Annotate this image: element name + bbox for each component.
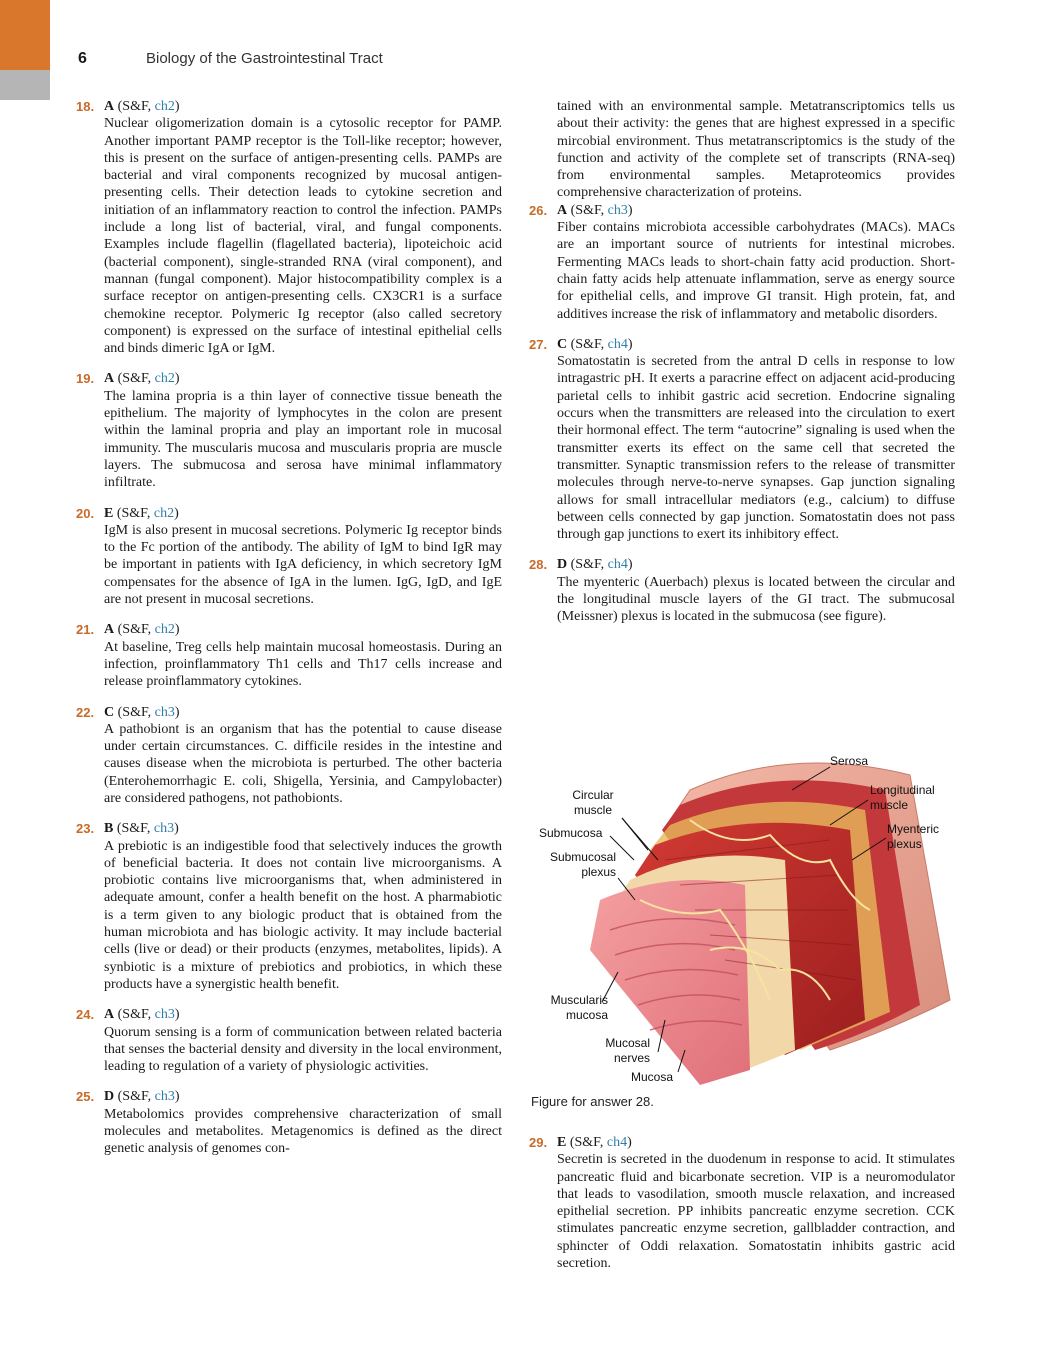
- ref-suffix: ): [174, 1007, 180, 1023]
- chapter-link[interactable]: ch2: [154, 99, 175, 114]
- ref-suffix: ): [174, 704, 180, 720]
- answer-letter: B: [104, 821, 114, 837]
- ref-prefix: (S&F,: [567, 557, 608, 573]
- answer-item-27: [529, 336, 955, 544]
- chapter-link[interactable]: ch4: [607, 557, 628, 573]
- answer-letter: A: [104, 622, 115, 638]
- item-number: 27.: [529, 336, 548, 352]
- ref-suffix: ): [174, 371, 180, 387]
- answer-text: The myenteric (Auerbach) plexus is located between the circular and the longitudinal muscle layers of the GI tract. The submucosal (Meissner) plexus is located in the submucosa (see figure).: [557, 574, 955, 625]
- label-muscularis-mucosa: Muscularis mucosa: [550, 993, 608, 1022]
- answer-item-20: [76, 505, 502, 609]
- chapter-link[interactable]: ch3: [154, 704, 175, 720]
- label-myenteric-plexus: Myenteric plexus: [887, 822, 940, 851]
- item-number: 20.: [76, 505, 95, 521]
- answer-letter: E: [104, 505, 114, 521]
- answer-text: Somatostatin is secreted from the antral D cells in response to low intragastric pH. It exerts a paracrine effect on adjacent acid-producing parietal cells to inhibit gastric acid secretion. Endocrine signaling occurs when the transmitters are released into the circulation to exert their hormonal effect. The term “autocrine” signaling is used when the transmitter exerts its effect on the same cell that secreted the transmitter. Synaptic transmission refers to the release of transmitter molecules through nerve-to-nerve synapses. Gap junction signaling allows for small intracellular mediators (e.g., calcium) to diffuse between cells connected by gap junction. Somatostatin does not pass through gap junctions to exert its inhibitory effect.: [557, 354, 955, 543]
- answer-text: At baseline, Treg cells help maintain mucosal homeostasis. During an infection, proinflammatory Th1 cells and Th17 cells increase and release proinflammatory cytokines.: [104, 639, 502, 690]
- ref-suffix: ): [174, 1089, 180, 1105]
- chapter-link[interactable]: ch4: [607, 336, 628, 352]
- item-number: 26.: [529, 202, 548, 218]
- ref-suffix: ): [174, 821, 179, 837]
- item-number: 19.: [76, 371, 95, 387]
- item-number: 25.: [76, 1089, 95, 1105]
- answer-item-25: [76, 1088, 502, 1157]
- figure-caption: Figure for answer 28.: [531, 1094, 654, 1109]
- chapter-tab-gray: [0, 70, 50, 100]
- answer-letter: D: [104, 1089, 115, 1105]
- ref-suffix: ): [174, 99, 180, 114]
- label-longitudinal-muscle: Longitudinal muscle: [870, 783, 935, 812]
- ref-prefix: (S&F,: [114, 622, 155, 638]
- chapter-link[interactable]: ch2: [154, 622, 175, 638]
- page-number: 6: [78, 50, 87, 67]
- label-mucosa: Mucosa: [631, 1070, 674, 1084]
- answer-letter: A: [104, 371, 115, 387]
- ref-prefix: (S&F,: [114, 1007, 155, 1023]
- chapter-link[interactable]: ch2: [154, 371, 175, 387]
- chapter-link[interactable]: ch3: [154, 1007, 175, 1023]
- chapter-link[interactable]: ch2: [153, 505, 175, 521]
- answer-item-29: [529, 1134, 955, 1272]
- label-submucosal-plexus: Submucosal plexus: [549, 850, 616, 879]
- answer-item-18: [76, 98, 502, 357]
- answer-item-21: [76, 621, 502, 690]
- answer-text: Nuclear oligomerization domain is a cytosolic receptor for PAMP. Another important PAMP receptor is the Toll-like receptor; however, this is present on the surface of antigen-presenting cells. PAMPs are bacterial and viral components recognized by mucosal antigen-presenting cells. Their detection leads to cytokine secretion and initiation of an inflammatory reaction to control the infection. PAMPs include a long list of bacterial, viral, and fungal components. Examples include flagellin (flagellated bacteria), lipoteichoic acid (bacterial component), single-stranded RNA (viral component), and mannan (fungal component). Major histocompatibility complex is a surface receptor on antigen-presenting cells. CX3CR1 is a surface chemokine receptor. Polymeric Ig receptor (also called secretory component) is expressed on the surface of intestinal epithelial cells and binds dimeric IgA or IgM.: [104, 116, 502, 357]
- ref-prefix: (S&F,: [566, 1135, 607, 1150]
- label-submucosa: Submucosa: [539, 826, 603, 840]
- item-number: 22.: [76, 704, 95, 720]
- answer-text: A prebiotic is an indigestible food that selectively induces the growth of beneficial bacteria. It does not contain live microorganisms. A probiotic contains live microorganisms that, when administered in adequate amount, confer a health benefit on the host. A pharmabiotic is a term given to any biologic product that is obtained from the human microbiota and has biologic activity. It may include bacterial cells (live or dead) or their products (enzymes, metabolites, lipids). A synbiotic is a mixture of prebiotics and probiotics, in which these products have a synergistic health benefit.: [104, 838, 502, 992]
- right-column: [529, 98, 955, 639]
- answer-letter: C: [104, 704, 115, 720]
- ref-prefix: (S&F,: [567, 202, 608, 218]
- item-number: 23.: [76, 821, 95, 837]
- continuation-text: tained with an environmental sample. Metatranscriptomics tells us about their activity: the genes that are highest expressed in a specific mircobial environment. Thus metatranscriptomics is the study of the function and activity of the complete set of transcripts (RNA-seq) from environmental samples. Metaproteomics provides comprehensive characterization of proteins.: [557, 99, 955, 201]
- answer-item-26: [529, 202, 955, 323]
- ref-suffix: ): [627, 1135, 632, 1150]
- ref-prefix: (S&F,: [567, 336, 608, 352]
- answer-letter: E: [557, 1135, 567, 1150]
- gi-wall-figure: [530, 750, 970, 1095]
- answer-letter: A: [104, 99, 115, 114]
- item-number: 28.: [529, 557, 548, 573]
- ref-prefix: (S&F,: [114, 99, 155, 114]
- ref-suffix: ): [627, 557, 633, 573]
- chapter-link[interactable]: ch3: [153, 821, 175, 837]
- ref-prefix: (S&F,: [113, 821, 154, 837]
- answer-letter: C: [557, 336, 568, 352]
- chapter-link[interactable]: ch3: [154, 1089, 175, 1105]
- answer-item-24: [76, 1006, 502, 1075]
- answer-text: Metabolomics provides comprehensive characterization of small molecules and metabolites. Metagenomics is defined as the direct genetic analysis of genomes con-: [104, 1106, 502, 1157]
- ref-suffix: ): [627, 202, 633, 218]
- item-number: 24.: [76, 1007, 95, 1023]
- answer-letter: D: [557, 557, 568, 573]
- answer-letter: A: [104, 1007, 115, 1023]
- chapter-tab: [0, 0, 50, 70]
- answer-text: Secretin is secreted in the duodenum in response to acid. It stimulates pancreatic fluid and bicarbonate secretion. VIP is a neuromodulator that leads to vasodilation, smooth muscle relaxation, and increased epithelial secretion. PP inhibits pancreatic enzyme secretion. CCK stimulates pancreatic enzyme secretion, gallbladder contraction, and sphincter of Oddi relaxation. Somatostatin inhibits gastric acid secretion.: [557, 1152, 955, 1272]
- ref-prefix: (S&F,: [114, 371, 155, 387]
- ref-suffix: ): [174, 505, 179, 521]
- ref-prefix: (S&F,: [113, 505, 154, 521]
- answer-letter: A: [557, 202, 568, 218]
- answer-text: The lamina propria is a thin layer of connective tissue beneath the epithelium. The majority of lymphocytes in the colon are present within the laminal propria and play an important role in mucosal immunity. The muscularis mucosa and muscularis propria are muscle layers. The submucosa and serosa have minimal inflammatory infiltrate.: [104, 388, 502, 491]
- running-title: Biology of the Gastrointestinal Tract: [146, 50, 383, 67]
- label-mucosal-nerves: Mucosal nerves: [605, 1036, 650, 1065]
- chapter-link[interactable]: ch3: [607, 202, 628, 218]
- answer-item-23: [76, 820, 502, 993]
- answer-item-28: [529, 556, 955, 625]
- left-column: [76, 98, 502, 1171]
- ref-prefix: (S&F,: [114, 1089, 155, 1105]
- item-number: 29.: [529, 1135, 548, 1150]
- ref-suffix: ): [174, 622, 180, 638]
- ref-prefix: (S&F,: [114, 704, 155, 720]
- item-number: 21.: [76, 622, 95, 638]
- answer-item-22: [76, 704, 502, 808]
- answer-text: A pathobiont is an organism that has the potential to cause disease under certain circumstances. C. difficile resides in the intestine and causes disease when the microbiota is perturbed. The other bacteria (Enterohemorrhagic E. coli, Shigella, Yersinia, and Campylobacter) are considered pathogens, not pathobionts.: [104, 721, 502, 806]
- answer-text: Quorum sensing is a form of communication between related bacteria that senses the bacterial density and diversity in the local environment, leading to regulation of a variety of physiologic activities.: [104, 1024, 502, 1075]
- answer-text: IgM is also present in mucosal secretions. Polymeric Ig receptor binds to the Fc portion of the antibody. The ability of IgM to bind IgR may be important in patients with IgA deficiency, in which secretory IgM compensates for the absence of IgA in the lumen. IgG, IgD, and IgE are not present in mucosal secretions.: [104, 522, 502, 608]
- right-column-lower: [529, 1134, 955, 1285]
- chapter-link[interactable]: ch4: [606, 1135, 628, 1150]
- label-circular-muscle: Circular muscle: [572, 788, 614, 817]
- answer-item-19: [76, 370, 502, 491]
- label-serosa: Serosa: [830, 754, 869, 768]
- ref-suffix: ): [627, 336, 633, 352]
- answer-text: Fiber contains microbiota accessible carbohydrates (MACs). MACs are an important source of nutrients for intestinal microbes. Fermenting MACs leads to short-chain fatty acid production. Short-chain fatty acids help attenuate inflammation, serve as energy source for epithelial cells, and improve GI transit. High protein, fat, and additives increase the risk of inflammatory and metabolic disorders.: [557, 220, 955, 322]
- item-number: 18.: [76, 99, 95, 114]
